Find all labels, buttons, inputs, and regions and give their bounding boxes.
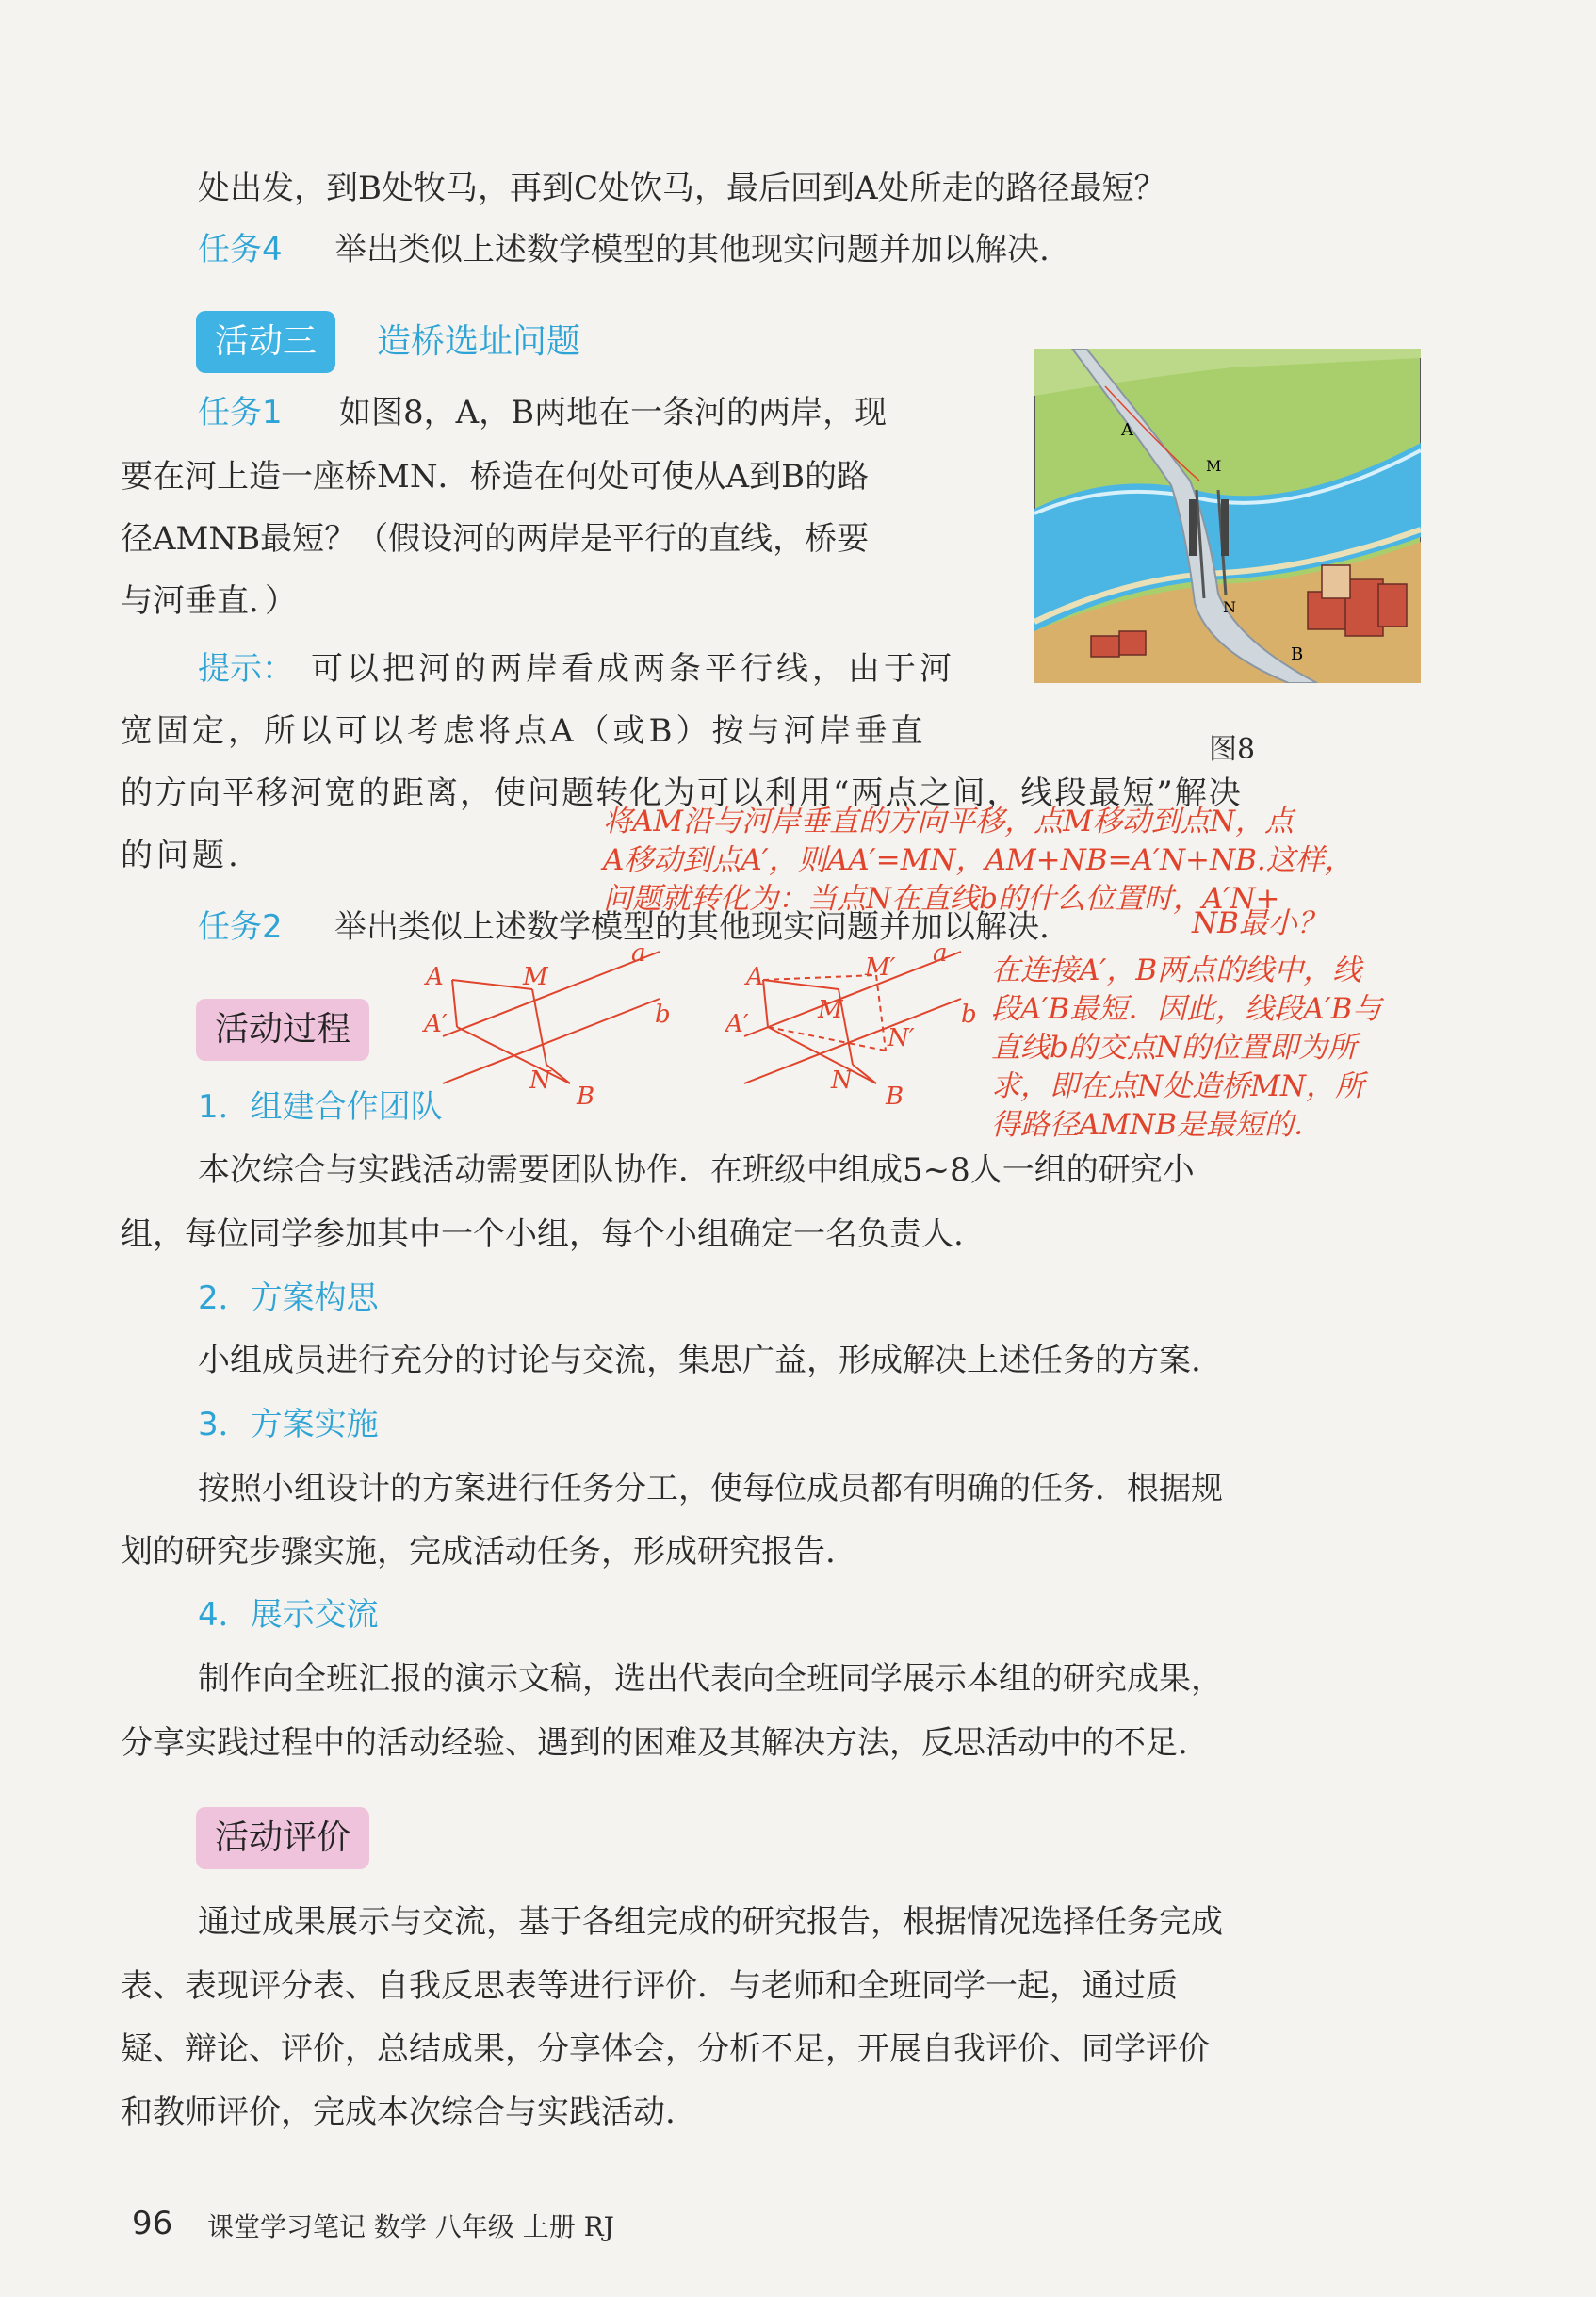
step2-heading: 2．方案构思: [198, 1279, 379, 1317]
sketch1-m: M: [523, 963, 548, 991]
sketch2-b: B: [886, 1083, 904, 1107]
evaluation-line-2: 表、表现评分表、自我反思表等进行评价．与老师和全班同学一起，通过质: [121, 1967, 1178, 2005]
sketch1-a-line: a: [631, 942, 646, 968]
task1-line-4: 与河垂直．）: [121, 582, 297, 620]
step4-line-1: 制作向全班汇报的演示文稿，选出代表向全班同学展示本组的研究成果，: [198, 1660, 1223, 1698]
hint-line-4: 的问题.: [121, 837, 242, 874]
bridge-illustration: [1034, 349, 1421, 683]
hint-line-3: 的方向平移河宽的距离，使问题转化为可以利用“两点之间，线段最短”解决: [121, 774, 1243, 812]
sketch-2: [725, 942, 1008, 1107]
evaluation-line-4: 和教师评价，完成本次综合与实践活动.: [121, 2093, 676, 2131]
figure-label-n: N: [1223, 598, 1236, 616]
figure-label-a: A: [1121, 420, 1133, 440]
continuation-text: 处出发，到B处牧马，再到C处饮马，最后回到A处所走的路径最短？: [198, 170, 1166, 207]
figure-caption: 图8: [1209, 733, 1256, 766]
sketch1-b: B: [577, 1083, 595, 1107]
annotation1-line-4: NB最小？: [1192, 906, 1327, 940]
hint-line-2: 宽固定，所以可以考虑将点A（或B）按与河岸垂直: [121, 712, 927, 750]
task1-line-1: 如图8，A，B两地在一条河的两岸，现: [339, 394, 888, 432]
sketch-1: [415, 942, 688, 1107]
sketch2-n: N: [831, 1067, 853, 1095]
figure-label-m: M: [1206, 457, 1222, 475]
figure-label-b: B: [1291, 644, 1304, 664]
step3-line-1: 按照小组设计的方案进行任务分工，使每位成员都有明确的任务．根据规: [198, 1470, 1223, 1507]
sketch1-n: N: [529, 1067, 551, 1095]
annotation1-line-2: A移动到点A′，则AA′=MN，AM+NB=A′N+NB.这样，: [603, 843, 1354, 877]
step1-heading: 1．组建合作团队: [198, 1088, 443, 1126]
task1-line-3: 径AMNB最短？（假设河的两岸是平行的直线，桥要: [121, 520, 870, 558]
annotation2-line-1: 在连接A′，B两点的线中，线: [991, 953, 1362, 987]
annotation2-line-3: 直线b的交点N的位置即为所: [991, 1031, 1357, 1065]
step1-line-1: 本次综合与实践活动需要团队协作．在班级中组成5~8人一组的研究小: [198, 1151, 1195, 1189]
annotation2-line-5: 得路径AMNB是最短的．: [991, 1108, 1324, 1142]
task2-label: 任务2: [198, 908, 283, 946]
annotation2-line-4: 求，即在点N处造桥MN，所: [991, 1069, 1364, 1103]
annotation1-line-3: 问题就转化为：当点N在直线b的什么位置时，A′N+: [603, 882, 1280, 916]
sketch2-m: M: [818, 996, 843, 1024]
task1-label: 任务1: [198, 394, 283, 432]
step3-heading: 3．方案实施: [198, 1406, 379, 1443]
sketch2-n-prime: N′: [888, 1024, 915, 1052]
task4-text: 举出类似上述数学模型的其他现实问题并加以解决.: [334, 231, 1050, 269]
footer-book-title: 课堂学习笔记 数学 八年级 上册 RJ: [207, 2211, 614, 2242]
step2-line-1: 小组成员进行充分的讨论与交流，集思广益，形成解决上述任务的方案.: [198, 1342, 1201, 1379]
sketch2-a-line: a: [933, 942, 948, 968]
sketch2-b-line: b: [961, 1001, 977, 1029]
sketch2-a: A: [746, 963, 764, 991]
process-tag: 活动过程: [196, 999, 369, 1061]
hint-line-1: 可以把河的两岸看成两条平行线，由于河: [311, 650, 955, 688]
step4-line-2: 分享实践过程中的活动经验、遇到的困难及其解决方法，反思活动中的不足.: [121, 1724, 1188, 1762]
task4-label: 任务4: [198, 231, 283, 269]
step4-heading: 4．展示交流: [198, 1596, 379, 1634]
activity3-tag: 活动三: [196, 311, 335, 373]
sketch1-a: A: [426, 963, 444, 991]
evaluation-line-1: 通过成果展示与交流，基于各组完成的研究报告，根据情况选择任务完成: [198, 1903, 1223, 1941]
step1-line-2: 组，每位同学参加其中一个小组，每个小组确定一名负责人.: [121, 1215, 964, 1253]
sketch1-b-line: b: [655, 1001, 671, 1029]
annotation1-line-1: 将AM沿与河岸垂直的方向平移，点M移动到点N，点: [603, 805, 1294, 839]
annotation2-line-2: 段A′B最短．因此，线段A′B与: [991, 992, 1382, 1026]
sketch2-a-prime: A′: [725, 1010, 749, 1038]
task2-text: 举出类似上述数学模型的其他现实问题并加以解决.: [334, 908, 1050, 946]
evaluation-tag: 活动评价: [196, 1807, 369, 1869]
step3-line-2: 划的研究步骤实施，完成活动任务，形成研究报告.: [121, 1533, 836, 1571]
activity3-title: 造桥选址问题: [377, 322, 581, 361]
task1-line-2: 要在河上造一座桥MN．桥造在何处可使从A到B的路: [121, 458, 870, 496]
sketch2-m-prime: M′: [865, 953, 896, 982]
evaluation-line-3: 疑、辩论、评价，总结成果，分享体会，分析不足，开展自我评价、同学评价: [121, 2030, 1210, 2068]
page-number: 96: [132, 2205, 173, 2242]
sketch1-a-prime: A′: [424, 1010, 448, 1038]
hint-label: 提示：: [198, 650, 294, 688]
